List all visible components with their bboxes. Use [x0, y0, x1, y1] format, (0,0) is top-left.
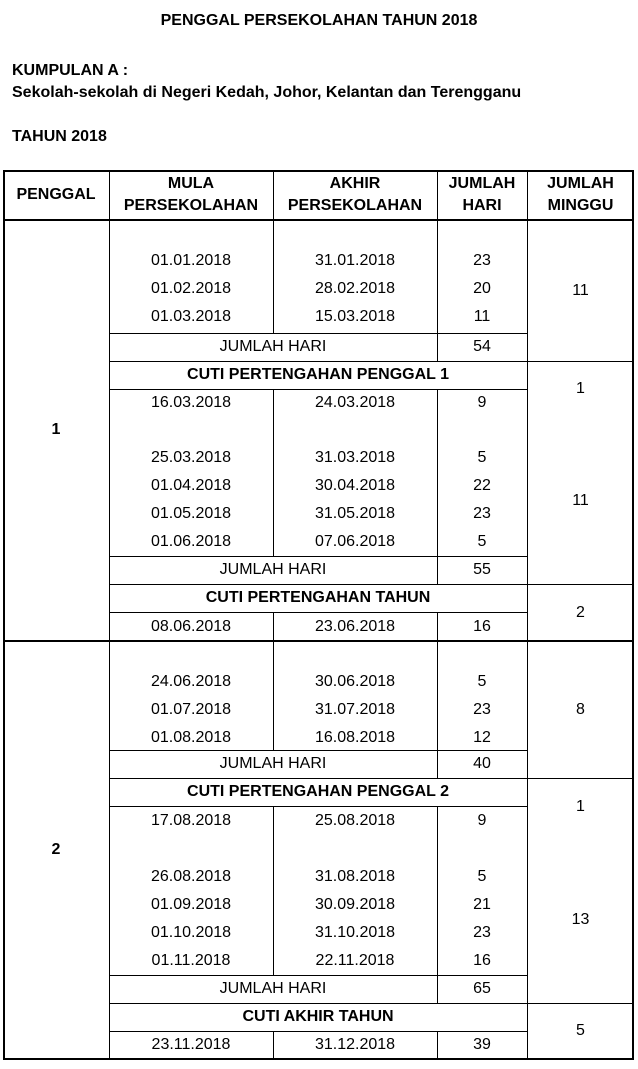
day-count: 23 — [473, 924, 491, 941]
total-days-value: 54 — [473, 338, 491, 355]
total-label-text: JUMLAH HARI — [219, 561, 327, 578]
header-mula-line1: MULA — [167, 175, 215, 192]
end-date: 31.03.2018 — [314, 449, 396, 466]
penggal-1-value: 1 — [51, 421, 61, 438]
break-start-date: 16.03.2018 — [150, 394, 232, 411]
end-date: 22.11.2018 — [315, 952, 395, 969]
break-end-date: 31.12.2018 — [314, 1036, 396, 1053]
break-title-text: CUTI PERTENGAHAN TAHUN — [205, 589, 431, 606]
start-date: 25.03.2018 — [150, 449, 232, 466]
break-day-count: 9 — [477, 394, 487, 411]
day-count: 5 — [477, 673, 487, 690]
table-frame — [3, 170, 634, 1060]
weeks-value: 8 — [576, 700, 585, 718]
total-days-value: 65 — [473, 980, 491, 997]
start-date: 01.11.2018 — [151, 952, 231, 969]
break-end-date: 23.06.2018 — [314, 617, 396, 635]
header-akhir-line2: PERSEKOLAHAN — [287, 197, 423, 214]
break-title-text: CUTI PERTENGAHAN PENGGAL 1 — [187, 366, 449, 383]
end-date: 30.09.2018 — [314, 896, 396, 913]
start-date: 26.08.2018 — [150, 868, 232, 885]
group-description: Sekolah-sekolah di Negeri Kedah, Johor, Kelantan dan Terengganu — [12, 84, 522, 101]
start-date: 01.01.2018 — [150, 252, 232, 269]
start-date: 01.02.2018 — [150, 280, 232, 297]
group-label: KUMPULAN A : — [12, 62, 129, 79]
day-count: 11 — [473, 308, 491, 325]
end-date: 16.08.2018 — [314, 729, 396, 746]
page-title: PENGGAL PERSEKOLAHAN TAHUN 2018 — [160, 12, 478, 29]
end-date: 31.05.2018 — [314, 505, 396, 522]
start-date: 01.08.2018 — [150, 729, 232, 746]
start-date: 24.06.2018 — [150, 673, 232, 690]
break-end-date: 25.08.2018 — [314, 812, 396, 829]
penggal-2-value: 2 — [51, 841, 61, 858]
break-day-count: 16 — [473, 617, 491, 635]
break-title-text: CUTI PERTENGAHAN PENGGAL 2 — [187, 783, 449, 800]
day-count: 23 — [473, 505, 491, 522]
start-date: 01.04.2018 — [150, 477, 232, 494]
day-count: 12 — [473, 729, 491, 746]
break-weeks-value: 1 — [576, 798, 585, 815]
end-date: 30.04.2018 — [314, 477, 396, 494]
day-count: 5 — [477, 868, 487, 885]
end-date: 31.10.2018 — [314, 924, 396, 941]
weeks-value: 11 — [572, 491, 589, 509]
break-start-date: 23.11.2018 — [151, 1036, 231, 1053]
start-date: 01.10.2018 — [150, 924, 232, 941]
end-date: 31.07.2018 — [314, 701, 396, 718]
header-penggal-label: PENGGAL — [16, 186, 96, 203]
weeks-value: 11 — [572, 281, 589, 299]
total-days-value: 40 — [473, 755, 491, 772]
end-date: 30.06.2018 — [314, 673, 396, 690]
break-weeks-value: 5 — [576, 1022, 585, 1039]
day-count: 5 — [477, 533, 487, 550]
end-date: 31.08.2018 — [314, 868, 396, 885]
start-date: 01.07.2018 — [150, 701, 232, 718]
header-minggu-line1: JUMLAH — [547, 175, 614, 192]
break-title-text: CUTI AKHIR TAHUN — [242, 1008, 394, 1025]
header-akhir-line1: AKHIR — [329, 175, 381, 192]
year-label: TAHUN 2018 — [12, 128, 107, 145]
header-hari-line1: JUMLAH — [448, 175, 516, 192]
header-hari-line2: HARI — [462, 197, 502, 214]
start-date: 01.09.2018 — [150, 896, 232, 913]
day-count: 21 — [473, 896, 491, 913]
end-date: 07.06.2018 — [314, 533, 396, 550]
total-label-text: JUMLAH HARI — [219, 980, 327, 997]
break-weeks-value: 2 — [576, 603, 585, 621]
end-date: 28.02.2018 — [314, 280, 396, 297]
header-minggu-line2: MINGGU — [547, 197, 614, 214]
break-weeks-value: 1 — [576, 380, 585, 397]
break-day-count: 39 — [473, 1036, 491, 1053]
total-label-text: JUMLAH HARI — [219, 755, 327, 772]
break-end-date: 24.03.2018 — [314, 394, 396, 411]
end-date: 15.03.2018 — [314, 308, 396, 325]
day-count: 20 — [473, 280, 491, 297]
day-count: 16 — [473, 952, 491, 969]
start-date: 01.05.2018 — [150, 505, 232, 522]
day-count: 23 — [473, 252, 491, 269]
total-days-value: 55 — [473, 561, 491, 578]
start-date: 01.03.2018 — [150, 308, 232, 325]
weeks-value: 13 — [571, 910, 590, 928]
header-mula-line2: PERSEKOLAHAN — [123, 197, 259, 214]
day-count: 22 — [473, 477, 491, 494]
day-count: 23 — [473, 701, 491, 718]
break-start-date: 17.08.2018 — [150, 812, 232, 829]
break-day-count: 9 — [477, 812, 487, 829]
day-count: 5 — [477, 449, 487, 466]
start-date: 01.06.2018 — [150, 533, 232, 550]
break-start-date: 08.06.2018 — [150, 617, 232, 635]
total-label-text: JUMLAH HARI — [219, 338, 327, 355]
end-date: 31.01.2018 — [314, 252, 396, 269]
